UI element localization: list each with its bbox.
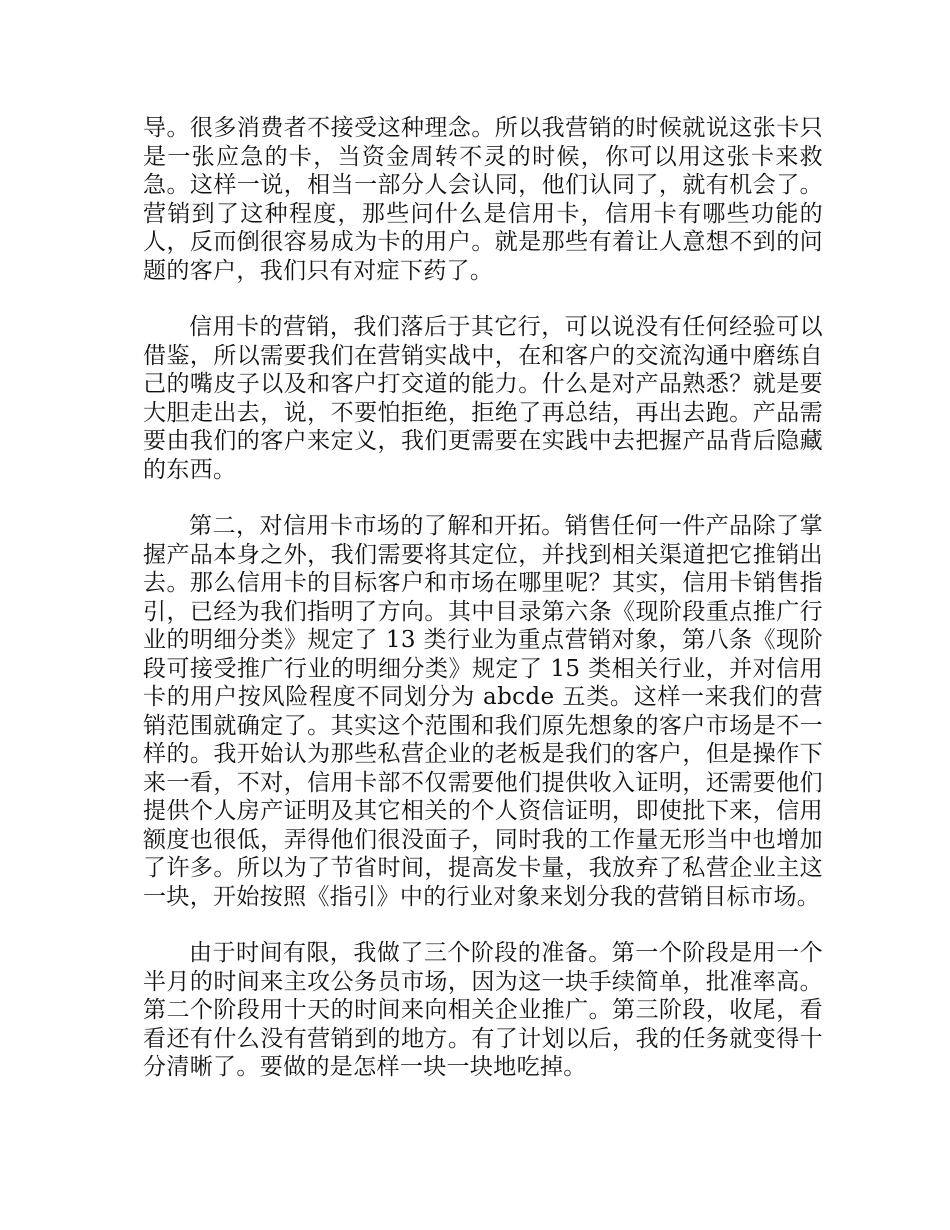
paragraph-2: 信用卡的营销，我们落后于其它行，可以说没有任何经验可以借鉴，所以需要我们在营销实战中，在和客户的交流沟通中磨练自己的嘴皮子以及和客户打交道的能力。什么是对产品熟悉？就是要大胆走出去，说，不要怕拒绝，拒绝了再总结，再出去跑。产品需要由我们的客户来定义，我们更需要在实践中去把握产品背后隐藏的东西。 [143, 314, 823, 483]
paragraph-3: 第二，对信用卡市场的了解和开拓。销售任何一件产品除了掌握产品本身之外，我们需要将其定位，并找到相关渠道把它推销出去。那么信用卡的目标客户和市场在哪里呢？其实，信用卡销售指引，已经为我们指明了方向。其中目录第六条《现阶段重点推广行业的明细分类》规定了 13 类行业为重点营销对象，第八条《现阶段可接受推广行业的明细分类》规定了 15 类相关行业，并对信用卡的用户按风险程度不同划分为 abcde 五类。这样一来我们的营销范围就确定了。其实这个范围和我们原先想象的客户市场是不一样的。我开始认为那些私营企业的老板是我们的客户，但是操作下来一看，不对，信用卡部不仅需要他们提供收入证明，还需要他们提供个人房产证明及其它相关的个人资信证明，即使批下来，信用额度也很低，弄得他们很没面子，同时我的工作量无形当中也增加了许多。所以为了节省时间，提高发卡量，我放弃了私营企业主这一块，开始按照《指引》中的行业对象来划分我的营销目标市场。 [143, 513, 823, 910]
paragraph-4: 由于时间有限，我做了三个阶段的准备。第一个阶段是用一个半月的时间来主攻公务员市场，因为这一块手续简单，批准率高。第二个阶段用十天的时间来向相关企业推广。第三阶段，收尾，看看还有什么没有营销到的地方。有了计划以后，我的任务就变得十分清晰了。要做的是怎样一块一块地吃掉。 [143, 940, 823, 1080]
paragraph-1: 导。很多消费者不接受这种理念。所以我营销的时候就说这张卡只是一张应急的卡，当资金周转不灵的时候，你可以用这张卡来救急。这样一说，相当一部分人会认同，他们认同了，就有机会了。营销到了这种程度，那些问什么是信用卡，信用卡有哪些功能的人，反而倒很容易成为卡的用户。就是那些有着让人意想不到的问题的客户，我们只有对症下药了。 [143, 115, 823, 284]
document-body [143, 114, 823, 1110]
